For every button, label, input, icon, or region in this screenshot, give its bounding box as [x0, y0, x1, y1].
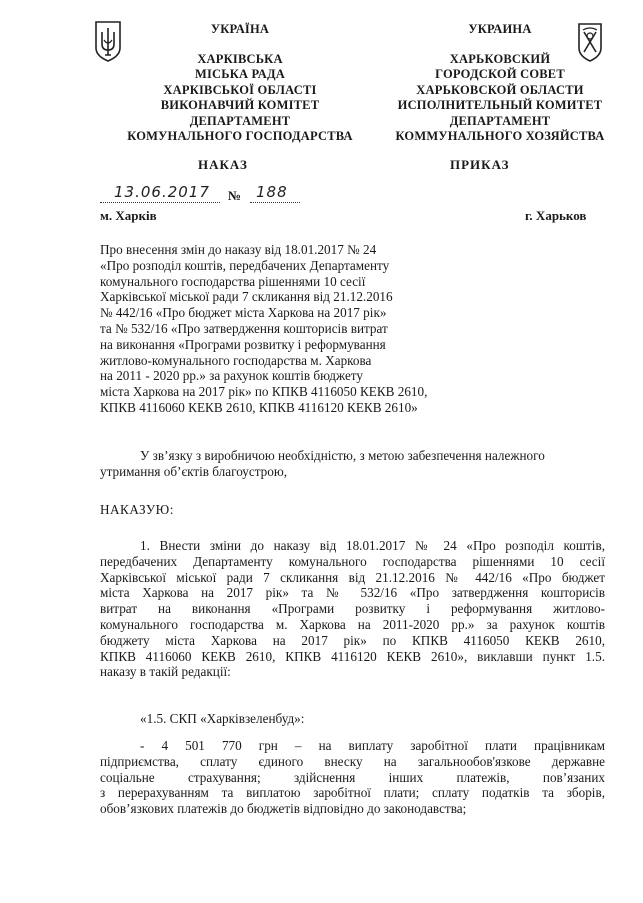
subject-line: комунального господарства рішеннями 10 сесії [100, 273, 366, 289]
subitem-line: соціальне страхування; здійснення інших платежів, пов’язаних [100, 769, 605, 785]
subitem-line: підприємства, сплату єдиного внеску на загальнообов'язкове державне [100, 753, 605, 769]
preamble-line: У зв’язку з виробничою необхідністю, з метою забезпечення належного [140, 448, 545, 463]
header-left-country: УКРАЇНА [210, 22, 270, 36]
date-underline [100, 202, 220, 203]
header-right-line: ХАРЬКОВСКИЙ [449, 51, 551, 66]
number-sign: № [228, 188, 242, 203]
subject-line: КПКВ 4116060 КЕКВ 2610, КПКВ 4116120 КЕКВ 2610» [100, 399, 418, 415]
item-1-line: 1. Внести зміни до наказу від 18.01.2017 № 24 «Про розподіл коштів, [140, 538, 605, 553]
order-word: НАКАЗУЮ: [100, 502, 174, 517]
header-left-line: КОМУНАЛЬНОГО ГОСПОДАРСТВА [127, 129, 353, 143]
handwritten-date: 13.06.2017 [114, 183, 210, 201]
subject-line: «Про розподіл коштів, передбачених Департаменту [100, 257, 390, 273]
header-right-line: ХАРЬКОВСКОЙ ОБЛАСТИ [416, 82, 584, 97]
subject-line: Харківської міської ради 7 скликання від 21.12.2016 [100, 289, 393, 305]
subject-line: № 442/16 «Про бюджет міста Харкова на 2017 рік» [100, 305, 387, 321]
item-1-line: бюджету міста Харкова на 2017 рік» по КПКВ 4116050 КЕКВ 2610, [100, 632, 605, 648]
item-1-line: комунального господарства м. Харкова на 2011-2020 рр.» за рахунок коштів [100, 616, 605, 632]
order-title-uk: НАКАЗ [198, 157, 248, 172]
subitem-line: з перерахуванням та виплатою заробітної плати; сплату податків та зборів, [100, 785, 605, 801]
item-1-line: КПКВ 4116060 КЕКВ 2610, КПКВ 4116120 КЕКВ 2610», виклавши пункт 1.5. [100, 648, 605, 664]
subject-line: житлово-комунального господарства м. Харкова [100, 352, 372, 368]
subitem-title: «1.5. СКП «Харківзеленбуд»: [140, 711, 305, 726]
item-1 [100, 538, 605, 680]
item-1-line: передбачених Департаменту комунального господарства рішеннями 10 сесії [100, 553, 605, 569]
city-right: г. Харьков [525, 208, 587, 223]
subject-block [100, 242, 520, 416]
order-title-ru: ПРИКАЗ [450, 157, 510, 172]
header-right-line: ИСПОЛНИТЕЛЬНЫЙ КОМИТЕТ [397, 98, 603, 112]
subitem-body [100, 738, 605, 817]
header-left [100, 22, 380, 145]
subject-line: та № 532/16 «Про затвердження кошторисів витрат [100, 320, 388, 336]
item-1-line: міста Харкова на 2017 рік» та № 532/16 «Про затвердження кошторисів [100, 585, 605, 601]
header-left-line: ВИКОНАВЧИЙ КОМІТЕТ [160, 98, 320, 112]
number-underline [250, 202, 300, 203]
subject-line: Про внесення змін до наказу від 18.01.2017 № 24 [100, 242, 377, 257]
subitem-line: обов’язкових платежів до бюджетів відповідно до законодавства; [100, 801, 467, 817]
header-right [360, 22, 640, 145]
subitem-line: - 4 501 770 грн – на виплату заробітної плати працівникам [140, 738, 605, 753]
item-1-line: витрат на виконання «Програми розвитку і реформування житлово- [100, 601, 605, 617]
preamble [100, 448, 605, 480]
item-1-line: наказу в такій редакції: [100, 664, 231, 680]
header-left-line: ДЕПАРТАМЕНТ [189, 113, 291, 128]
subject-line: на виконання «Програми розвитку і реформування [100, 336, 386, 352]
date-line [100, 180, 300, 206]
header-right-line: КОММУНАЛЬНОГО ХОЗЯЙСТВА [395, 129, 605, 143]
header-left-line: ХАРКІВСЬКА [197, 51, 283, 66]
handwritten-number: 188 [256, 183, 288, 201]
header-left-line: ХАРКІВСЬКОЇ ОБЛАСТІ [163, 82, 317, 97]
item-1-line: Харківської міської ради 7 скликання від 21.12.2016 № 442/16 «Про бюджет [100, 569, 605, 585]
header-right-line: ДЕПАРТАМЕНТ [449, 113, 551, 128]
city-left: м. Харків [100, 208, 157, 223]
preamble-line: утримання об’єктів благоустрою, [100, 463, 287, 479]
subject-line: на 2011 - 2020 рр.» за рахунок коштів бюджету [100, 368, 363, 384]
subject-line: міста Харкова на 2017 рік» по КПКВ 4116050 КЕКВ 2610, [100, 384, 428, 400]
header-right-line: ГОРОДСКОЙ СОВЕТ [435, 67, 565, 81]
header-left-line: МІСЬКА РАДА [194, 67, 286, 81]
header-right-country: УКРАИНА [468, 22, 532, 36]
